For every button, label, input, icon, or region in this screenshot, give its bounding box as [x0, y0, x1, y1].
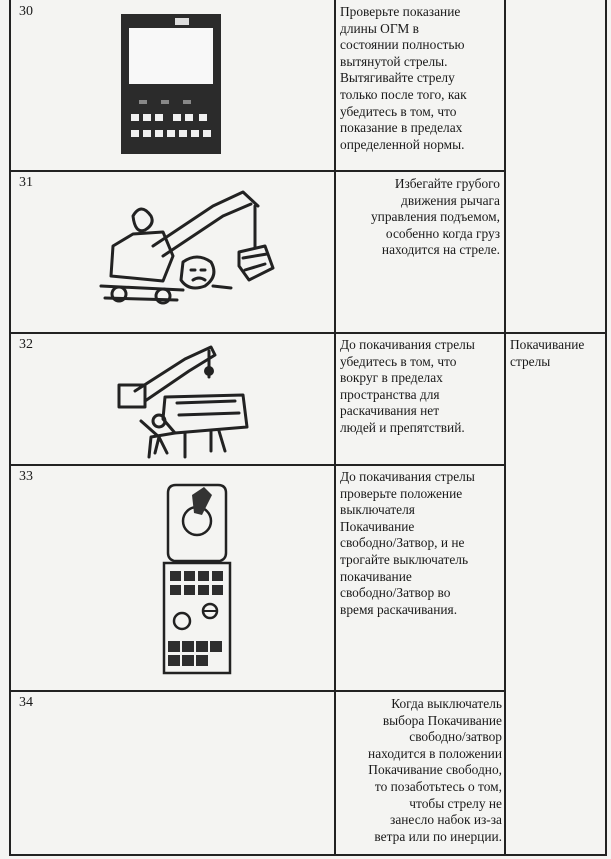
table-divider-text-category	[504, 0, 506, 856]
instruction-text: Проверьте показание длины ОГМ в состоянии полностью вытянутой стрелы. Вытягивайте стрелу только после того, как убедитесь в том, что показание в пределах определенной нормы.	[340, 4, 467, 152]
row-number: 33	[19, 469, 33, 484]
instruction-text: Избегайте грубого движения рычага управления подъемом, особенно когда груз находится на стреле.	[370, 176, 500, 258]
row-divider	[9, 170, 506, 172]
row-divider	[9, 464, 506, 466]
row-divider	[9, 332, 607, 334]
row-number: 30	[19, 4, 33, 19]
row-number: 32	[19, 337, 33, 352]
row-divider	[9, 690, 506, 692]
table-border-left	[9, 0, 11, 856]
instruction-table	[9, 0, 607, 856]
category-label: Покачивание стрелы	[510, 337, 585, 369]
monitor-panel-illustration	[121, 14, 221, 154]
table-border-bottom	[9, 854, 607, 856]
row-number: 34	[19, 695, 33, 710]
instruction-text: До покачивания стрелы проверьте положение выключателя Покачивание свободно/Затвор, и не трогайте выключатель покачивание свободно/Затвор во время раскачивания.	[340, 469, 475, 617]
instruction-text: Когда выключатель выбора Покачивание свободно/затвор находится в положении Покачивание свободно, то позаботьтесь о том, чтобы стрелу не занесло набок из-за ветра или по инерции.	[368, 696, 502, 844]
crane-hook-load-illustration	[93, 186, 283, 316]
joystick-control-panel-illustration	[160, 483, 234, 679]
row-number: 31	[19, 175, 33, 190]
crane-swing-person-illustration	[115, 341, 251, 459]
instruction-text: До покачивания стрелы убедитесь в том, что вокруг в пределах пространства для раскачивания нет людей и препятствий.	[340, 337, 475, 435]
table-divider-image-text	[334, 0, 336, 856]
table-border-right	[605, 0, 607, 856]
